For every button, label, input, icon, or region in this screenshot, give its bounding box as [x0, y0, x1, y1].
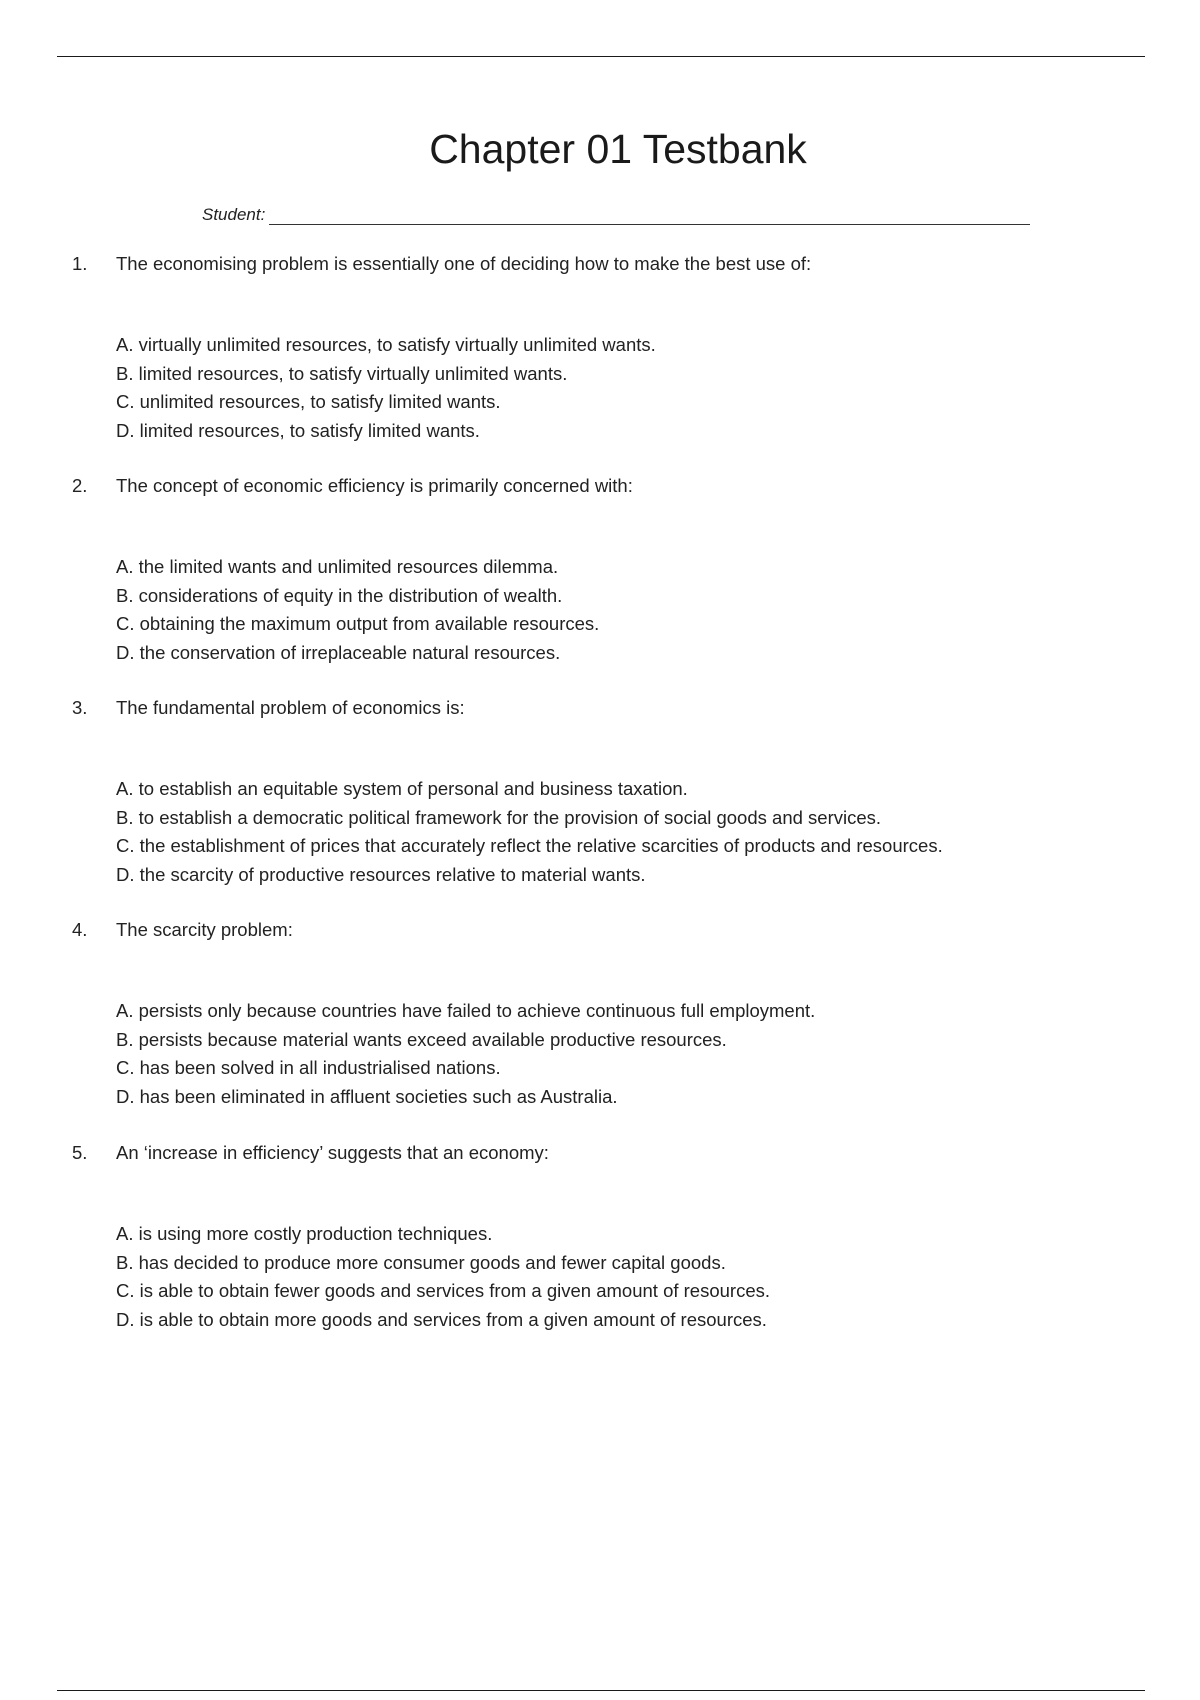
bottom-rule [57, 1690, 1145, 1691]
question-number: 1. [72, 253, 88, 274]
option-b: B. to establish a democratic political framework for the provision of social goods and services. [116, 806, 882, 828]
question-5 [72, 1140, 1152, 1330]
option-b: B. considerations of equity in the distribution of wealth. [116, 584, 563, 606]
option-c: C. unlimited resources, to satisfy limited wants. [116, 391, 501, 412]
question-3 [72, 695, 1152, 885]
answer-options [116, 997, 1146, 1111]
question-text: The economising problem is essentially one of deciding how to make the best use of: [116, 253, 812, 274]
option-a: A. virtually unlimited resources, to satisfy virtually unlimited wants. [116, 334, 656, 355]
option-c: C. has been solved in all industrialised nations. [116, 1057, 501, 1078]
question-2 [72, 473, 1152, 663]
option-a: A. persists only because countries have failed to achieve continuous full employment. [116, 1000, 816, 1021]
answer-options [116, 553, 1146, 667]
option-d: D. is able to obtain more goods and services from a given amount of resources. [116, 1308, 767, 1330]
answer-options [116, 775, 1146, 889]
option-d: D. limited resources, to satisfy limited wants. [116, 419, 480, 441]
student-name-row [202, 203, 1030, 225]
question-4 [72, 917, 1152, 1107]
question-text: An ‘increase in efficiency’ suggests that an economy: [116, 1142, 549, 1163]
question-text: The fundamental problem of economics is: [116, 697, 465, 718]
page-title: Chapter 01 Testbank [429, 126, 807, 172]
option-b: B. has decided to produce more consumer goods and fewer capital goods. [116, 1251, 726, 1273]
option-c: C. is able to obtain fewer goods and services from a given amount of resources. [116, 1280, 771, 1301]
question-text: The concept of economic efficiency is primarily concerned with: [116, 475, 633, 496]
option-b: B. limited resources, to satisfy virtually unlimited wants. [116, 362, 568, 384]
option-c: C. the establishment of prices that accurately reflect the relative scarcities of products and resources. [116, 835, 943, 856]
question-1 [72, 251, 1152, 441]
option-d: D. the scarcity of productive resources relative to material wants. [116, 863, 646, 885]
student-label: Student: [202, 205, 266, 224]
top-rule [57, 56, 1145, 57]
option-a: A. to establish an equitable system of personal and business taxation. [116, 778, 688, 799]
question-number: 2. [72, 475, 88, 496]
question-number: 3. [72, 697, 88, 718]
option-d: D. the conservation of irreplaceable natural resources. [116, 641, 561, 663]
answer-options [116, 331, 1146, 445]
question-number: 4. [72, 919, 88, 940]
option-b: B. persists because material wants exceed available productive resources. [116, 1028, 727, 1050]
option-d: D. has been eliminated in affluent societies such as Australia. [116, 1085, 618, 1107]
student-name-blank [269, 206, 1030, 225]
question-number: 5. [72, 1142, 88, 1163]
option-c: C. obtaining the maximum output from available resources. [116, 613, 600, 634]
option-a: A. the limited wants and unlimited resources dilemma. [116, 556, 559, 577]
option-a: A. is using more costly production techniques. [116, 1223, 493, 1244]
answer-options [116, 1220, 1146, 1334]
question-text: The scarcity problem: [116, 919, 293, 940]
